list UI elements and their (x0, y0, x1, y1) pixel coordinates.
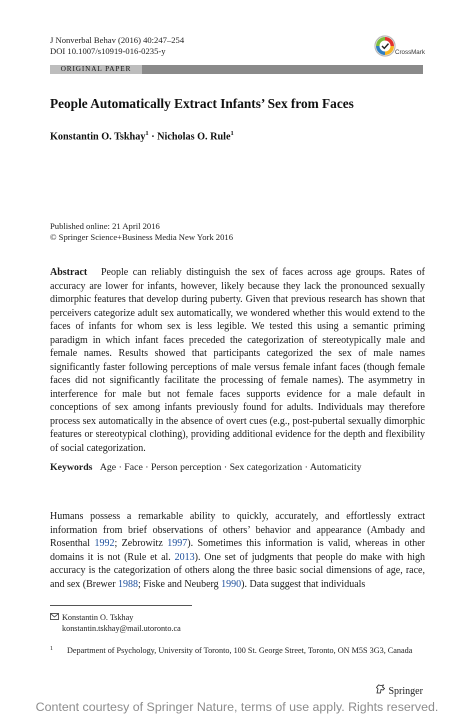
keywords-text: Age · Face · Person perception · Sex categorization · Automaticity (99, 462, 362, 473)
affiliation-text: Department of Psychology, University of Toronto, 100 St. George Street, Toronto, ON M5S 3G3, Canada (67, 646, 413, 655)
section-label: ORIGINAL PAPER (50, 65, 142, 74)
author-name[interactable]: Nicholas O. Rule (157, 131, 231, 143)
body-text-span: ; Zebrowitz (114, 538, 168, 550)
abstract (50, 266, 425, 455)
body-text-span: Humans possess a remarkable ability to quickly, accurately, and effortlessly extract information from brief observations of others’ behavior and appearance (Ambady and Rosenthal (50, 511, 425, 550)
envelope-icon (50, 612, 62, 623)
corresponding-author-email[interactable]: konstantin.tskhay@mail.utoronto.ca (62, 624, 181, 633)
citation-link[interactable]: 1997 (167, 538, 188, 550)
footnote-divider (50, 605, 192, 606)
affiliation-number: 1 (50, 646, 53, 652)
keywords (50, 461, 425, 474)
corresponding-author-name: Konstantin O. Tskhay (62, 613, 134, 622)
crossmark-icon (374, 35, 396, 57)
copyright-line: © Springer Science+Business Media New York 2016 (50, 232, 233, 242)
abstract-text: People can reliably distinguish the sex of faces across age groups. Rates of accuracy are lower for infants, however, likely because they lack the pronounced sexually dimorphic features that develop during puberty. Given that previous research has shown that perceivers categorize adult sex automatically, we wondered whether this would extend to the faces of infants for whom sex is less legible. We tested this using a semantic priming paradigm in which infant faces preceded the categorization of stereotypically male and female names. Results showed that participants categorized the sex of male names significantly faster following perceptions of male versus female infant faces (though female faces did not significantly facilitate the processing of female names). The asymmetry in interference for male but not female faces supports evidence for a male default in conceptions of sex among infants previously found for adults. Individuals may therefore process sex automatically in the absence of overt cues (e.g., post-pubertal sexually dimorphic features or stereotypical clothing), providing additional evidence for the depth and flexibility of social categorization. (50, 267, 426, 454)
section-bar (50, 65, 423, 74)
body-text-span: ; Fiske and Neuberg (138, 578, 222, 590)
article-title: People Automatically Extract Infants’ Sex from Faces (50, 96, 354, 111)
body-text-span: ). One set of judgments that people do make with high accuracy is the categorization of others along the three basic social dimensions of age, race, and sex (Brewer (50, 551, 425, 590)
crossmark-label: CrossMark (395, 49, 425, 56)
springer-logo-text: Springer (388, 686, 423, 697)
abstract-label: Abstract (50, 267, 88, 278)
springer-logo (375, 684, 423, 697)
journal-line: J Nonverbal Behav (2016) 40:247–254 (50, 35, 185, 45)
author-list (50, 130, 234, 142)
springer-horse-icon (375, 686, 389, 697)
corresponding-author (50, 612, 181, 634)
published-date: Published online: 21 April 2016 (50, 221, 160, 231)
crossmark-badge[interactable] (367, 35, 427, 61)
body-paragraph (50, 510, 425, 592)
author-affiliation-mark: 1 (145, 130, 149, 137)
citation-link[interactable]: 1990 (221, 578, 242, 590)
citation-link[interactable]: 1992 (94, 538, 115, 550)
keywords-label: Keywords (50, 462, 93, 473)
author-affiliation-mark: 1 (230, 130, 234, 137)
author-separator: · (148, 131, 158, 143)
citation-link[interactable]: 2013 (174, 551, 195, 563)
footer-notice: Content courtesy of Springer Nature, terms of use apply. Rights reserved. (35, 700, 439, 714)
citation-link[interactable]: 1988 (118, 578, 139, 590)
doi-line: DOI 10.1007/s10919-016-0235-y (50, 46, 166, 56)
publication-info (50, 221, 233, 243)
body-text-span: ). Data suggest that individuals (241, 578, 366, 590)
body-text-span: ). Sometimes this information is valid, whereas in other domains it is not (Rule et al. (50, 538, 426, 563)
journal-citation (50, 35, 184, 57)
author-name[interactable]: Konstantin O. Tskhay (50, 131, 146, 143)
